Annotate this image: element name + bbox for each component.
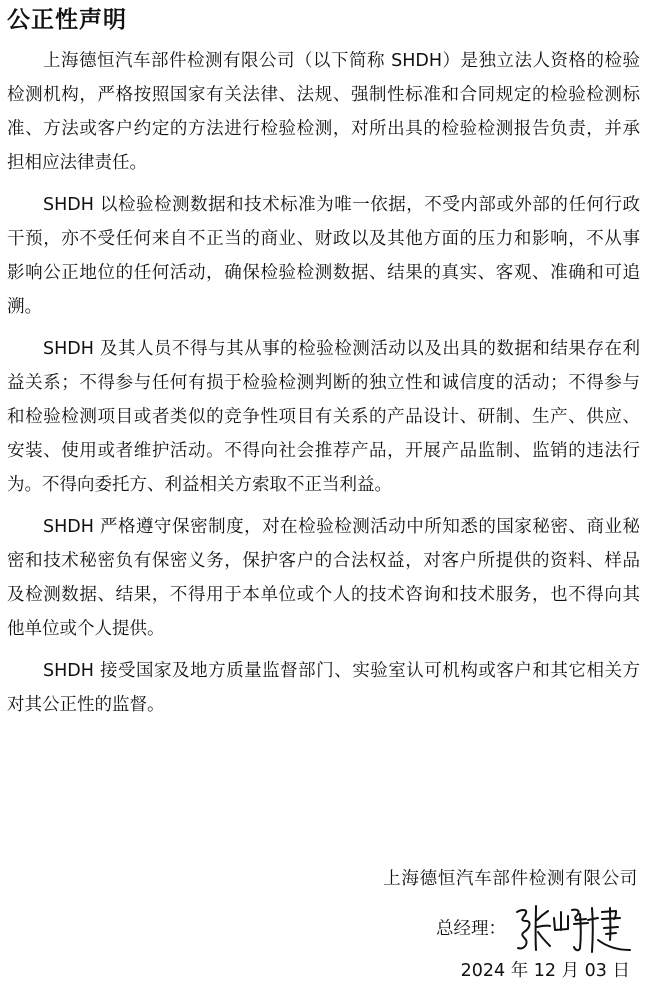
text-line: SHDH 严格遵守保密制度，对在检验检测活动中所知悉的国家秘密、商业秘 <box>43 517 640 537</box>
signer-label: 总经理： <box>436 919 506 939</box>
page-title: 公正性声明 <box>7 7 127 33</box>
text-line: 溯。 <box>7 297 42 317</box>
text-line: 和检验检测项目或者类似的竞争性项目有关系的产品设计、研制、生产、供应、 <box>7 407 640 427</box>
text-line: 影响公正地位的任何活动，确保检验检测数据、结果的真实、客观、准确和可追 <box>7 263 640 283</box>
paragraph-2 <box>7 188 640 324</box>
statement-body <box>7 44 640 730</box>
paragraph-4 <box>7 510 640 646</box>
paragraph-3 <box>7 332 640 502</box>
text-line: 密和技术秘密负有保密义务，保护客户的合法权益，对客户所提供的资料、样品 <box>7 551 640 571</box>
paragraph-1 <box>7 44 640 180</box>
text-line: 干预，亦不受任何来自不正当的商业、财政以及其他方面的压力和影响，不从事 <box>7 229 640 249</box>
signature-image <box>512 900 634 956</box>
text-line: 安装、使用或者维护活动。不得向社会推荐产品，开展产品监制、监销的违法行 <box>7 441 640 461</box>
text-line: 对其公正性的监督。 <box>7 695 165 715</box>
text-line: 他单位或个人提供。 <box>7 619 165 639</box>
text-line: SHDH 以检验检测数据和技术标准为唯一依据，不受内部或外部的任何行政 <box>43 195 640 215</box>
text-line: 益关系；不得参与任何有损于检验检测判断的独立性和诚信度的活动；不得参与 <box>7 373 640 393</box>
text-line: SHDH 接受国家及地方质量监督部门、实验室认可机构或客户和其它相关方 <box>43 661 640 681</box>
text-line: 及检测数据、结果，不得用于本单位或个人的技术咨询和技术服务，也不得向其 <box>7 585 640 605</box>
date-text: 2024 年 12 月 03 日 <box>460 961 630 981</box>
text-line: 担相应法律责任。 <box>7 153 147 173</box>
text-line: 为。不得向委托方、利益相关方索取不正当利益。 <box>7 475 392 495</box>
text-line: 检测机构，严格按照国家有关法律、法规、强制性标准和合同规定的检验检测标 <box>7 85 640 105</box>
text-line: 上海德恒汽车部件检测有限公司（以下简称 SHDH）是独立法人资格的检验 <box>43 51 640 71</box>
text-line: 准、方法或客户约定的方法进行检验检测，对所出具的检验检测报告负责，并承 <box>7 119 640 139</box>
text-line: SHDH 及其人员不得与其从事的检验检测活动以及出具的数据和结果存在利 <box>43 339 640 359</box>
company-name: 上海德恒汽车部件检测有限公司 <box>383 869 638 889</box>
paragraph-5 <box>7 654 640 722</box>
